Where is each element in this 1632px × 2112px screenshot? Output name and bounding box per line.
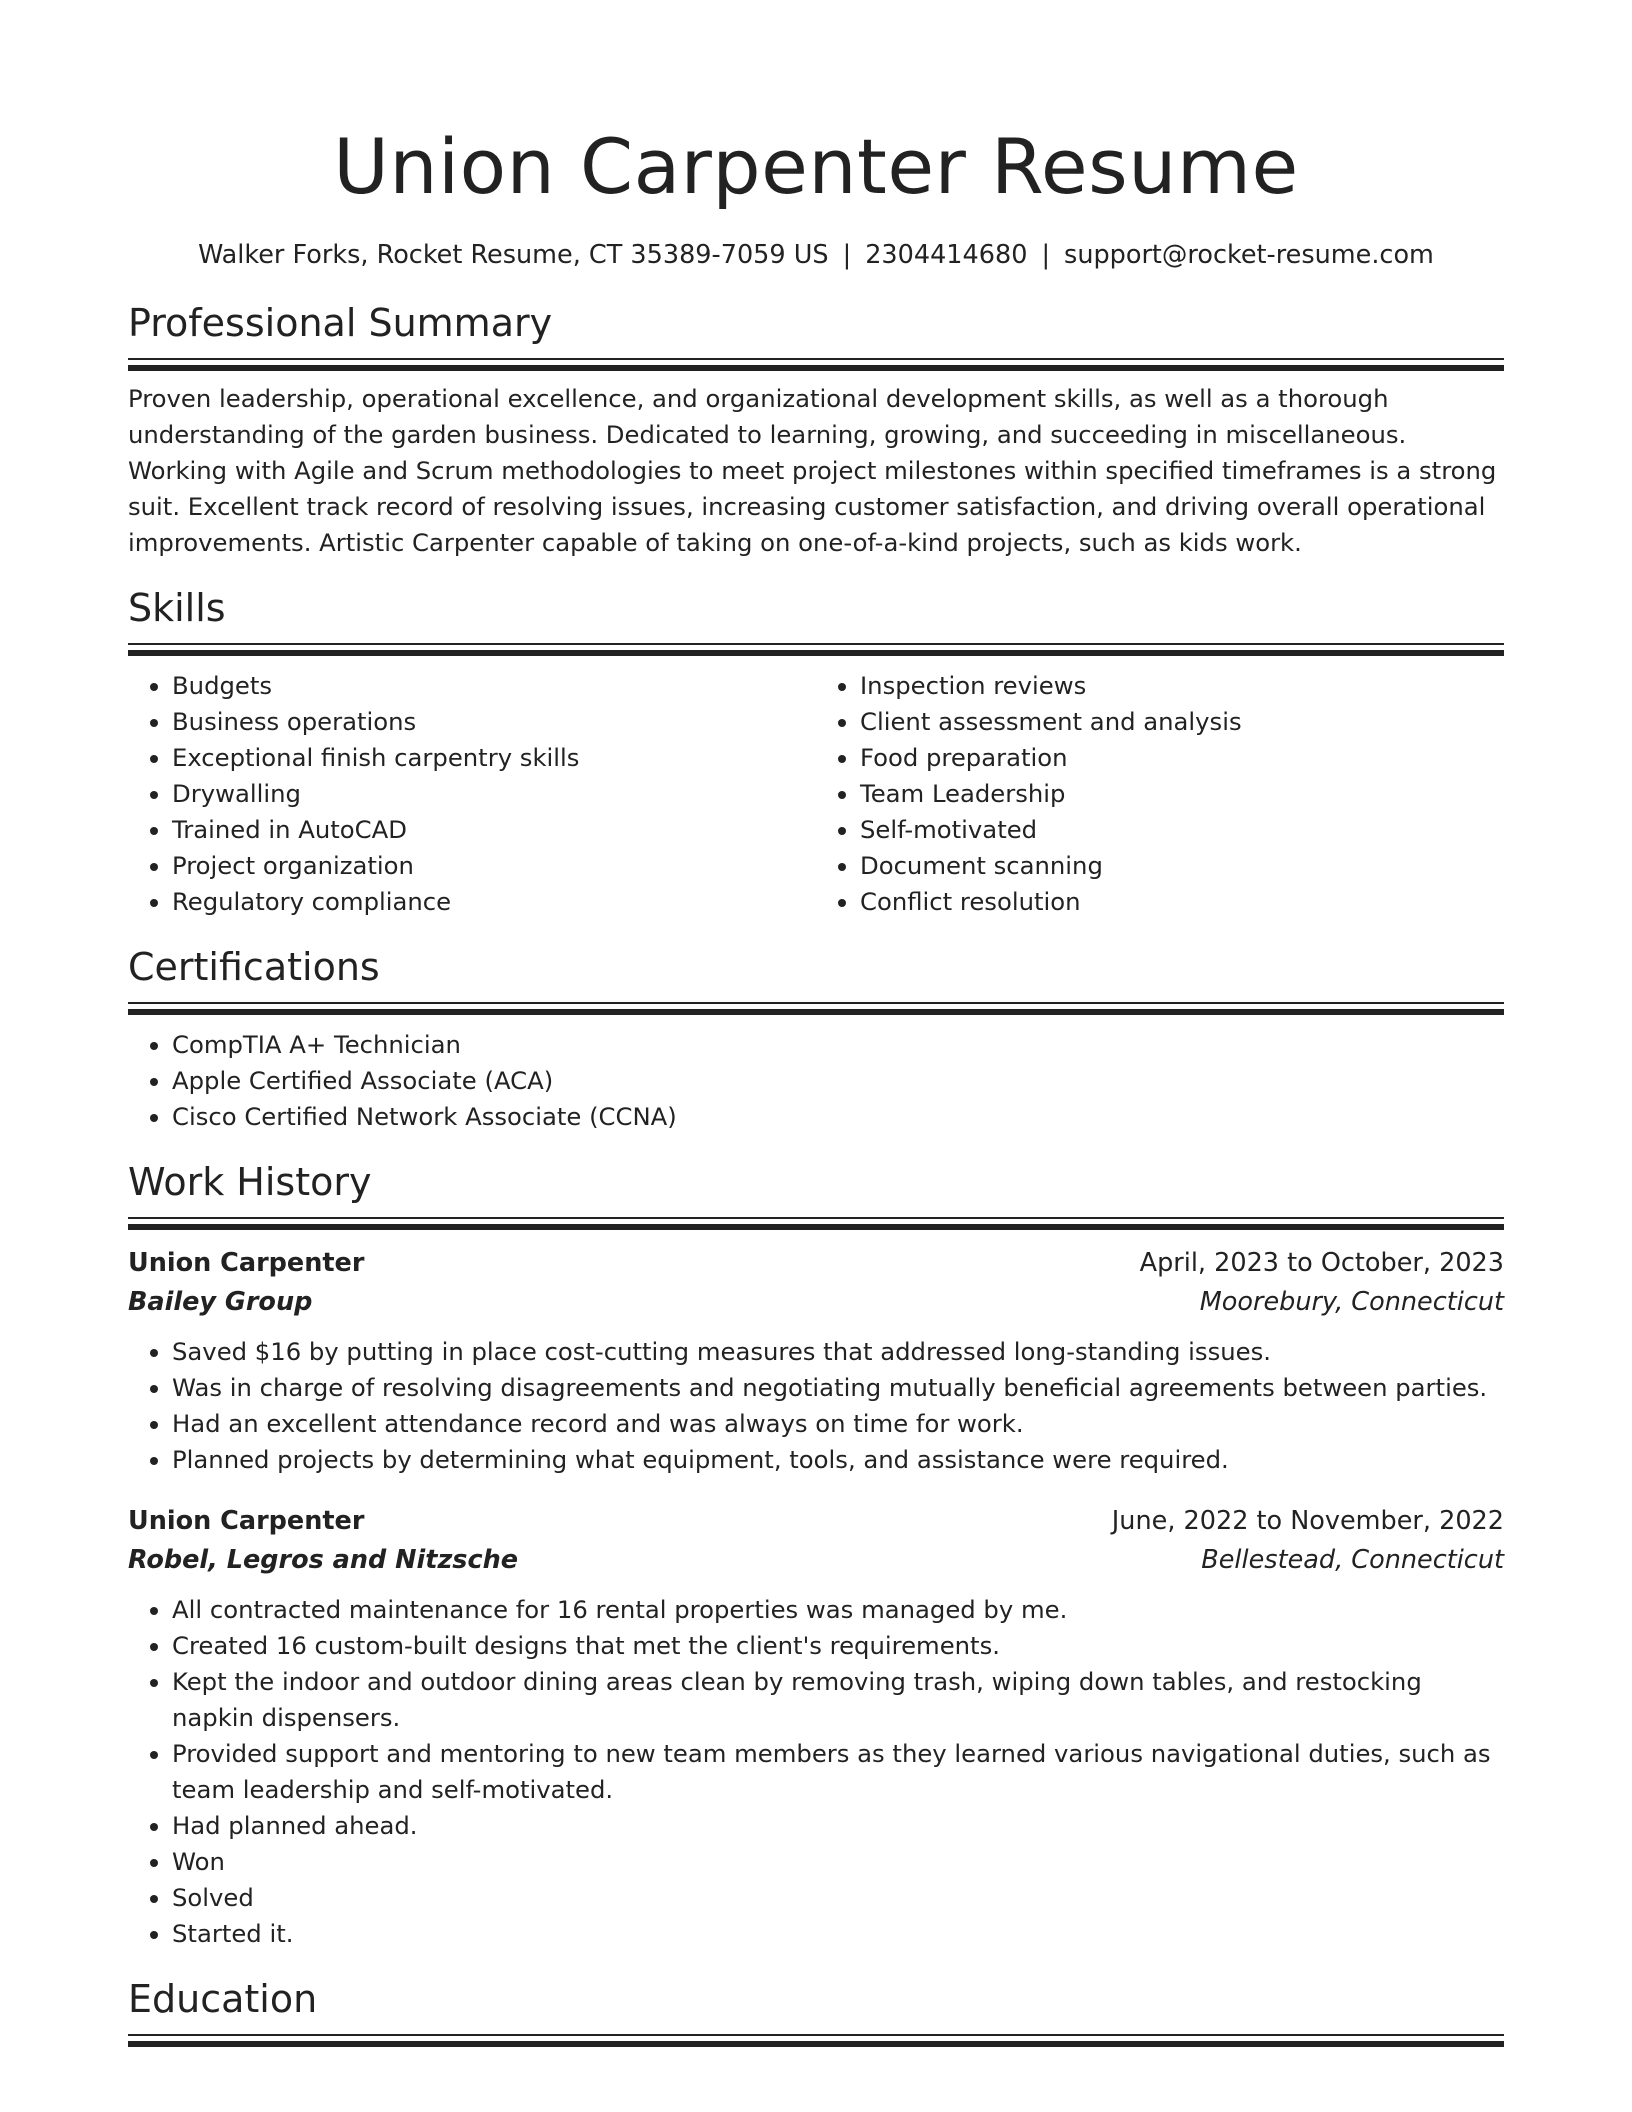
skills-list-right — [816, 668, 1504, 920]
job-bullet: • Won — [172, 1844, 1504, 1880]
skill-item: • Team Leadership — [860, 776, 1504, 812]
work-history-heading: Work History — [128, 1160, 372, 1204]
education-heading: Education — [128, 1977, 318, 2021]
job-bullet: • Had planned ahead. — [172, 1808, 1504, 1844]
summary-text: Proven leadership, operational excellence, and organizational development skills, as well as a thorough understanding of the garden business. Dedicated to learning, growing, and succeeding in miscellaneous. Working with Agile and Scrum methodologies to meet project milestones within specified timeframes is a strong suit. Excellent track record of resolving issues, increasing customer satisfaction, and driving overall operational improvements. Artistic Carpenter capable of taking on one-of-a-kind projects, such as kids work. — [128, 384, 1497, 557]
summary-heading: Professional Summary — [128, 301, 553, 345]
summary-section — [128, 298, 1504, 561]
job-bullets — [128, 1592, 1504, 1952]
job-bullet: • Solved — [172, 1880, 1504, 1916]
contact-address: Walker Forks, Rocket Resume, CT 35389-7059 US — [198, 240, 829, 270]
certification-item: • Apple Certified Associate (ACA) — [172, 1063, 1504, 1099]
job-dates: April, 2023 to October, 2023 — [1139, 1248, 1504, 1278]
skill-item: • Document scanning — [860, 848, 1504, 884]
job-bullet: • Provided support and mentoring to new team members as they learned various navigational duties, such as team leadership and self-motivated. — [172, 1736, 1504, 1808]
skill-item: • Self-motivated — [860, 812, 1504, 848]
skills-section — [128, 583, 1504, 920]
job-company: Robel, Legros and Nitzsche — [128, 1545, 519, 1575]
job-subheader — [128, 1282, 1504, 1322]
contact-separator: | — [842, 240, 852, 270]
certifications-list — [128, 1027, 1504, 1135]
section-divider — [128, 2034, 1504, 2047]
job-entry — [128, 1244, 1504, 1478]
job-bullet: • Saved $16 by putting in place cost-cutting measures that addressed long-standing issues. — [172, 1334, 1504, 1370]
job-bullet: • Created 16 custom-built designs that met the client's requirements. — [172, 1628, 1504, 1664]
job-header — [128, 1502, 1504, 1540]
skill-item: • Client assessment and analysis — [860, 704, 1504, 740]
skills-heading: Skills — [128, 586, 226, 630]
job-subheader — [128, 1540, 1504, 1580]
job-dates: June, 2022 to November, 2022 — [1111, 1506, 1504, 1536]
job-title: Union Carpenter — [128, 1506, 365, 1536]
skill-item: • Project organization — [172, 848, 816, 884]
resume-title: Union Carpenter Resume — [333, 122, 1299, 211]
work-history-section — [128, 1157, 1504, 1952]
job-bullet: • Kept the indoor and outdoor dining areas clean by removing trash, wiping down tables, and restocking napkin dispensers. — [172, 1664, 1504, 1736]
certification-item: • CompTIA A+ Technician — [172, 1027, 1504, 1063]
job-bullet: • Started it. — [172, 1916, 1504, 1952]
job-company: Bailey Group — [128, 1287, 313, 1317]
job-location: Moorebury, Connecticut — [1199, 1287, 1504, 1317]
job-bullets — [128, 1334, 1504, 1478]
job-bullet: • Planned projects by determining what equipment, tools, and assistance were required. — [172, 1442, 1504, 1478]
contact-line — [128, 237, 1504, 273]
section-divider — [128, 358, 1504, 371]
skill-item: • Inspection reviews — [860, 668, 1504, 704]
certifications-section — [128, 942, 1504, 1135]
certifications-heading: Certifications — [128, 945, 380, 989]
job-header — [128, 1244, 1504, 1282]
skills-list-left — [128, 668, 816, 920]
skill-item: • Drywalling — [172, 776, 816, 812]
section-divider — [128, 1002, 1504, 1015]
skill-item: • Regulatory compliance — [172, 884, 816, 920]
section-divider — [128, 1217, 1504, 1230]
certification-item: • Cisco Certified Network Associate (CCNA) — [172, 1099, 1504, 1135]
contact-separator: | — [1041, 240, 1051, 270]
skills-columns — [128, 668, 1504, 920]
contact-phone[interactable]: 2304414680 — [865, 240, 1028, 270]
contact-email[interactable]: support@rocket-resume.com — [1064, 240, 1434, 270]
skill-item: • Trained in AutoCAD — [172, 812, 816, 848]
job-bullet: • All contracted maintenance for 16 rental properties was managed by me. — [172, 1592, 1504, 1628]
education-section — [128, 1974, 1504, 2047]
skill-item: • Exceptional finish carpentry skills — [172, 740, 816, 776]
job-bullet: • Had an excellent attendance record and was always on time for work. — [172, 1406, 1504, 1442]
skill-item: • Conflict resolution — [860, 884, 1504, 920]
skill-item: • Budgets — [172, 668, 816, 704]
job-bullet: • Was in charge of resolving disagreements and negotiating mutually beneficial agreements between parties. — [172, 1370, 1504, 1406]
job-title: Union Carpenter — [128, 1248, 365, 1278]
section-divider — [128, 643, 1504, 656]
skill-item: • Business operations — [172, 704, 816, 740]
skill-item: • Food preparation — [860, 740, 1504, 776]
job-location: Bellestead, Connecticut — [1201, 1545, 1504, 1575]
job-entry — [128, 1502, 1504, 1952]
